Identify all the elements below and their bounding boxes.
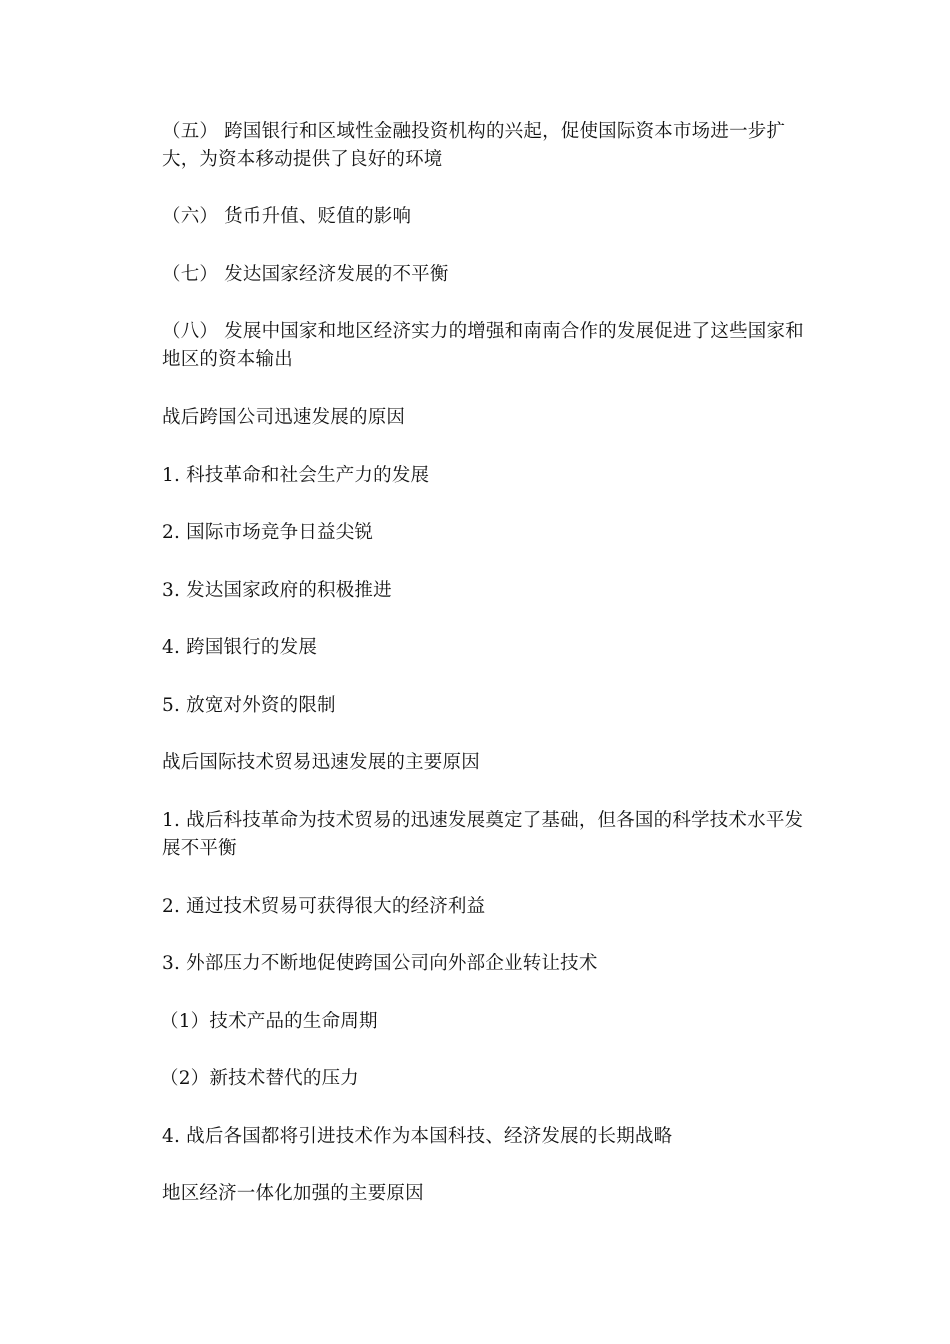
list-item-foreign-capital-limits: 5. 放宽对外资的限制	[162, 695, 336, 716]
paragraph-south-south-cooperation: （八） 发展中国家和地区经济实力的增强和南南合作的发展促进了这些国家和地区的资本输出	[162, 321, 804, 370]
section-heading-multinational-growth: 战后跨国公司迅速发展的原因	[162, 407, 406, 428]
paragraph-capital-market-expansion: （五） 跨国银行和区域性金融投资机构的兴起，促使国际资本市场进一步扩大，为资本移动提供了良好的环境	[162, 121, 786, 170]
list-item-tech-revolution: 1. 科技革命和社会生产力的发展	[162, 465, 430, 486]
paragraph-currency-effect: （六） 货币升值、贬值的影响	[162, 206, 412, 227]
list-item-external-pressure: 3. 外部压力不断地促使跨国公司向外部企业转让技术	[162, 953, 598, 974]
list-item-economic-benefits: 2. 通过技术贸易可获得很大的经济利益	[162, 896, 486, 917]
list-item-long-term-strategy: 4. 战后各国都将引进技术作为本国科技、经济发展的长期战略	[162, 1126, 673, 1147]
section-heading-regional-integration: 地区经济一体化加强的主要原因	[162, 1183, 424, 1204]
sub-item-replacement-pressure: （2）新技术替代的压力	[160, 1068, 359, 1089]
list-item-market-competition: 2. 国际市场竞争日益尖锐	[162, 522, 374, 543]
section-heading-technology-trade: 战后国际技术贸易迅速发展的主要原因	[162, 752, 480, 773]
list-item-multinational-banks: 4. 跨国银行的发展	[162, 637, 318, 658]
paragraph-development-imbalance: （七） 发达国家经济发展的不平衡	[162, 264, 449, 285]
list-item-government-support: 3. 发达国家政府的积极推进	[162, 580, 392, 601]
list-item-tech-foundation: 1. 战后科技革命为技术贸易的迅速发展奠定了基础，但各国的科学技术水平发展不平衡	[162, 810, 804, 859]
sub-item-product-lifecycle: （1）技术产品的生命周期	[160, 1011, 378, 1032]
